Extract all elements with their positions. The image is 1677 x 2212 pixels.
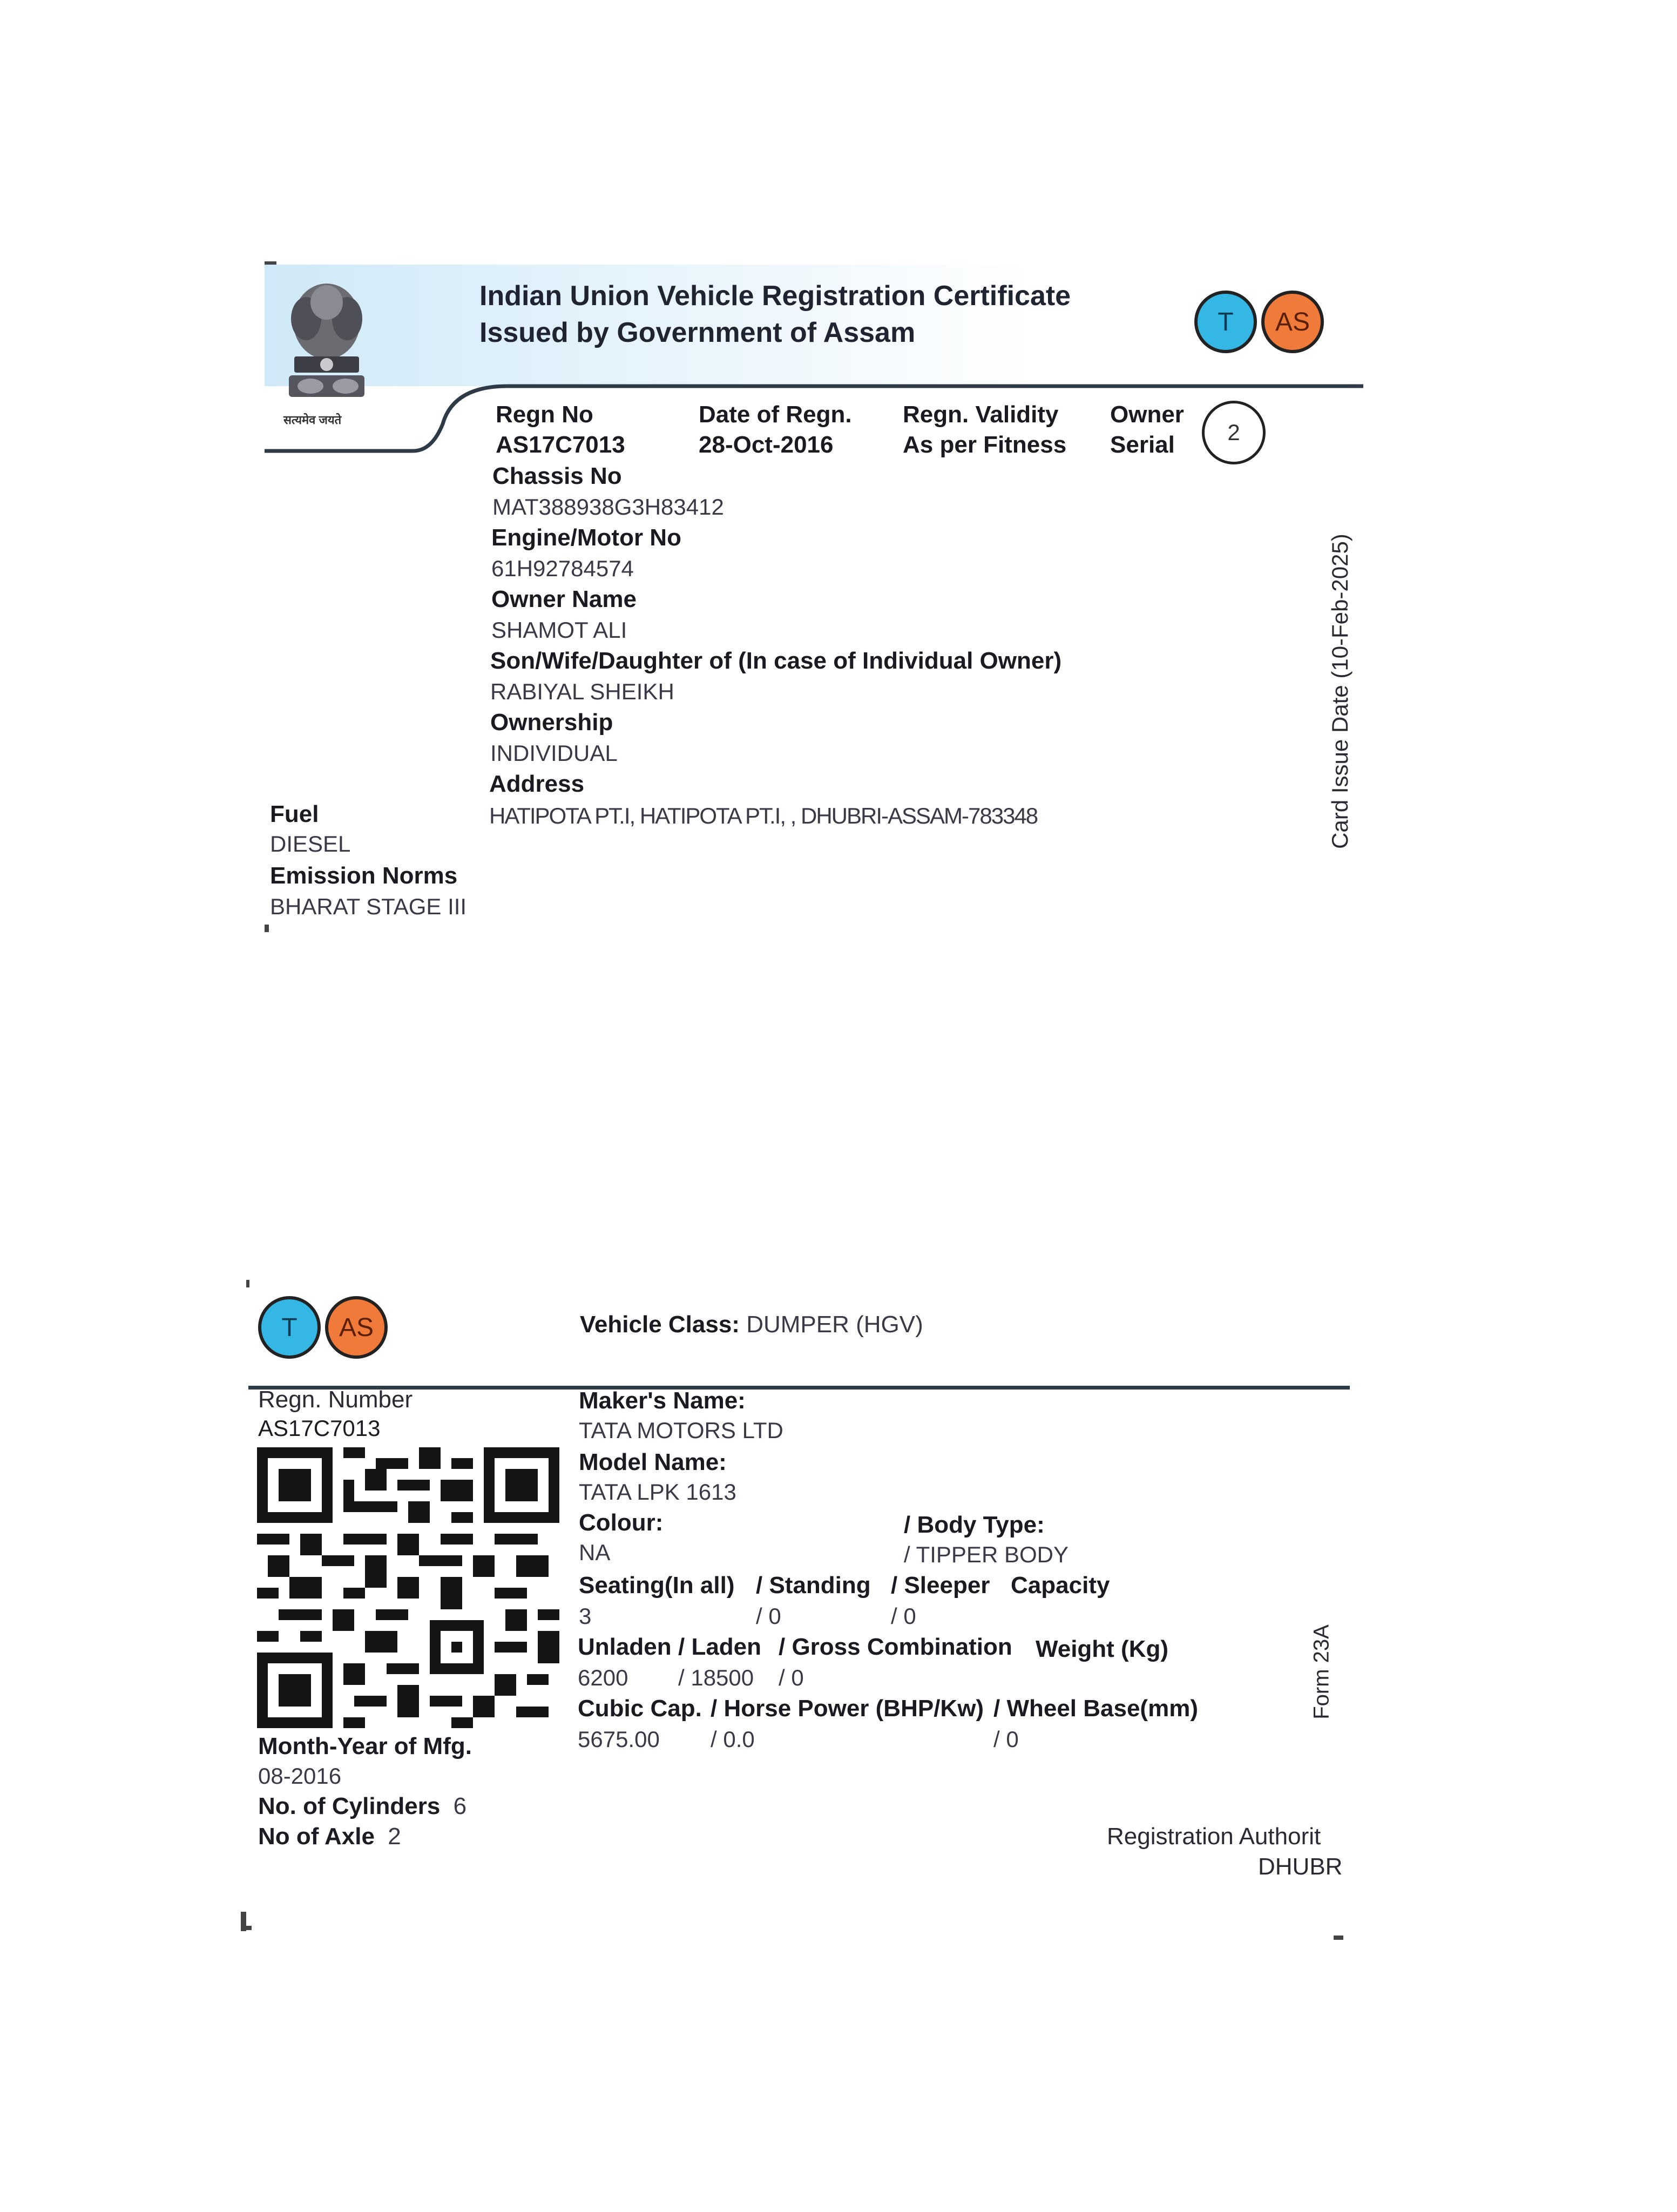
form-number: Form 23A: [1309, 1624, 1334, 1719]
badge-as: AS: [325, 1296, 388, 1359]
vehicle-class-value: DUMPER (HGV): [746, 1311, 923, 1338]
axle: [258, 1823, 401, 1850]
laden-value: / 18500: [678, 1665, 754, 1690]
sleeper-label: / Sleeper: [891, 1572, 990, 1599]
weight-kg-label: Weight (Kg): [1036, 1636, 1169, 1662]
regn-number-value: AS17C7013: [258, 1415, 381, 1441]
cubic-cap-value: 5675.00: [578, 1727, 660, 1752]
wheel-base-label: / Wheel Base(mm): [993, 1695, 1198, 1722]
certificate-title: Indian Union Vehicle Registration Certificate: [479, 280, 1071, 312]
sleeper-value: / 0: [891, 1603, 916, 1629]
cylinders: [258, 1793, 466, 1820]
ownership-label: Ownership: [490, 709, 613, 736]
maker-value: TATA MOTORS LTD: [579, 1418, 783, 1443]
maker-label: Maker's Name:: [579, 1387, 746, 1414]
cylinders-value: 6: [453, 1793, 467, 1819]
seating-label: Seating(In all): [579, 1572, 735, 1599]
engine-no-label: Engine/Motor No: [491, 524, 681, 551]
seating-value: 3: [579, 1603, 592, 1629]
standing-label: / Standing: [756, 1572, 871, 1599]
chassis-no-value: MAT388938G3H83412: [492, 494, 724, 520]
crop-mark: [246, 1280, 249, 1287]
address-label: Address: [489, 771, 585, 797]
horse-power-label: / Horse Power (BHP/Kw): [711, 1695, 984, 1722]
lion-capital-icon: [273, 270, 381, 408]
fuel-label: Fuel: [270, 801, 319, 827]
cubic-cap-label: Cubic Cap.: [578, 1695, 702, 1722]
owner-serial-badge: 2: [1202, 401, 1266, 464]
crop-mark: [265, 925, 269, 932]
owner-serial-label-1: Owner: [1110, 401, 1184, 428]
regn-no-value: AS17C7013: [496, 431, 625, 458]
date-of-regn-label: Date of Regn.: [699, 401, 852, 428]
regn-number-label: Regn. Number: [258, 1386, 413, 1413]
owner-name-value: SHAMOT ALI: [491, 617, 627, 643]
national-emblem: [273, 270, 381, 432]
gross-combination-value: / 0: [779, 1665, 804, 1690]
qr-code: [257, 1445, 559, 1730]
owner-name-label: Owner Name: [491, 586, 637, 612]
emission-norms-value: BHARAT STAGE III: [270, 894, 467, 919]
regn-validity-label: Regn. Validity: [903, 401, 1059, 428]
gross-combination-label: / Gross Combination: [779, 1634, 1012, 1660]
cylinders-label: No. of Cylinders: [258, 1793, 441, 1819]
colour-label: Colour:: [579, 1509, 664, 1536]
mfg-label: Month-Year of Mfg.: [258, 1733, 472, 1759]
ownership-value: INDIVIDUAL: [490, 740, 618, 766]
crop-mark: [241, 1926, 252, 1930]
crop-mark: [1334, 1936, 1343, 1940]
badge-t: T: [258, 1296, 321, 1359]
capacity-label: Capacity: [1011, 1572, 1110, 1599]
axle-value: 2: [388, 1823, 401, 1850]
owner-serial-label-2: Serial: [1110, 431, 1175, 458]
mfg-value: 08-2016: [258, 1763, 342, 1789]
certificate-subtitle: Issued by Government of Assam: [479, 317, 916, 348]
unladen-value: 6200: [578, 1665, 628, 1690]
colour-value: NA: [579, 1540, 611, 1565]
standing-value: / 0: [756, 1603, 781, 1629]
address-value: HATIPOTA PT.I, HATIPOTA PT.I, , DHUBRI-ASSAM-783348: [489, 803, 1038, 828]
laden-label: / Laden: [678, 1634, 762, 1660]
card-issue-date: Card Issue Date (10-Feb-2025): [1327, 534, 1353, 849]
emission-norms-label: Emission Norms: [270, 862, 458, 889]
vehicle-class: [580, 1311, 923, 1338]
registration-authority-value: DHUBR: [1258, 1853, 1343, 1880]
model-label: Model Name:: [579, 1449, 727, 1475]
chassis-no-label: Chassis No: [492, 463, 622, 489]
relation-value: RABIYAL SHEIKH: [490, 679, 674, 704]
emblem-caption: सत्यमेव जयते: [283, 413, 342, 427]
wheel-base-value: / 0: [993, 1727, 1019, 1752]
axle-label: No of Axle: [258, 1823, 375, 1850]
vehicle-class-label: Vehicle Class:: [580, 1311, 740, 1338]
badge-t: T: [1194, 291, 1257, 353]
body-type-label: / Body Type:: [904, 1512, 1045, 1538]
model-value: TATA LPK 1613: [579, 1479, 736, 1505]
regn-no-label: Regn No: [496, 401, 593, 428]
registration-authority-label: Registration Authorit: [1107, 1823, 1321, 1850]
engine-no-value: 61H92784574: [491, 556, 634, 581]
back-divider: [248, 1386, 1350, 1390]
relation-label: Son/Wife/Daughter of (In case of Individual Owner): [490, 648, 1062, 674]
badge-as: AS: [1261, 291, 1324, 353]
unladen-label: Unladen: [578, 1634, 672, 1660]
body-type-value: / TIPPER BODY: [904, 1542, 1069, 1567]
date-of-regn-value: 28-Oct-2016: [699, 431, 834, 458]
horse-power-value: / 0.0: [711, 1727, 755, 1752]
fuel-value: DIESEL: [270, 831, 351, 857]
regn-validity-value: As per Fitness: [903, 431, 1067, 458]
